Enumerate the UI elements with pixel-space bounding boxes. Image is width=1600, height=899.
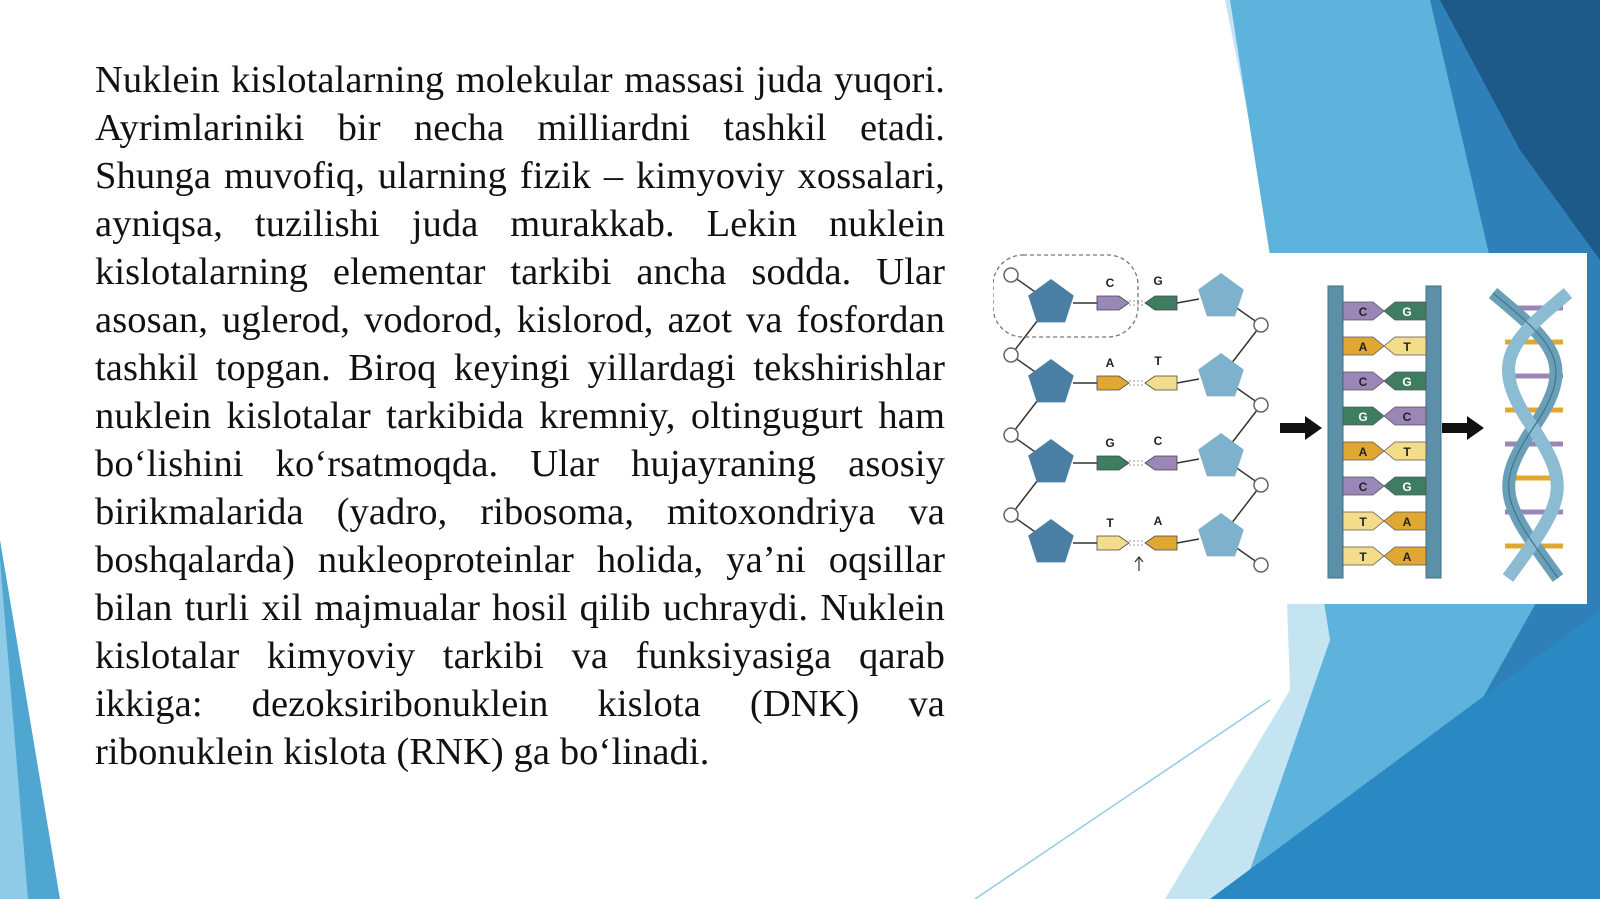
base-label-right: C bbox=[1153, 434, 1163, 448]
body-paragraph: Nuklein kislotalarning molekular massasi juda yuqori. Ayrimlariniki bir necha milliardni tashkil etadi. Shunga muvofiq, ularning fizik – kimyoviy xossalari, ayniqsa, tuzilishi juda murakkab. Lekin nuklein kislotalarning elementar tarkibi ancha sodda. Ular asosan, uglerod, vodorod, kislorod, azot va fosfordan tashkil topgan. Biroq keyingi yillardagi tekshirishlar nuklein kislotalar tarkibida kremniy, oltingugurt ham bo‘lishini ko‘rsatmoqda. Ular hujayraning asosiy birikmalarida (yadro, ribosoma, mitoxondriya va boshqalarda) nukleoproteinlar holida, ya’ni oqsillar bilan turli xil majmualar hosil qilib uchraydi. Nuklein kislotalar kimyoviy tarkibi va funksiyasiga qarab ikkiga: dezoksiribonuklein kislota (DNK) va ribonuklein kislota (RNK) ga bo‘linadi. bbox=[95, 59, 945, 773]
sugar-right-icon bbox=[1198, 273, 1244, 316]
ladder-rail-right bbox=[1426, 286, 1441, 578]
ladder-label-right: C bbox=[1402, 410, 1412, 424]
dna-illustration bbox=[993, 253, 1587, 604]
bond-line bbox=[1177, 459, 1199, 463]
ladder-label-left: C bbox=[1358, 305, 1368, 319]
ladder-label-left: A bbox=[1358, 445, 1368, 459]
phosphate-icon bbox=[1254, 398, 1268, 412]
phosphate-icon bbox=[1004, 508, 1018, 522]
ladder-label-right: A bbox=[1402, 515, 1412, 529]
bond-line bbox=[1177, 379, 1199, 383]
phosphate-icon bbox=[1004, 348, 1018, 362]
sugar-left-icon bbox=[1028, 359, 1074, 402]
base-label-right: T bbox=[1154, 354, 1162, 368]
phosphate-icon bbox=[1004, 428, 1018, 442]
ladder-label-left: C bbox=[1358, 480, 1368, 494]
base-label-left: A bbox=[1105, 356, 1115, 370]
ladder-label-left: A bbox=[1358, 340, 1368, 354]
ladder-label-left: T bbox=[1359, 515, 1367, 529]
base-label-right: A bbox=[1153, 514, 1163, 528]
base-right-G bbox=[1145, 296, 1177, 310]
arrow-right-icon bbox=[1442, 416, 1484, 440]
ladder-label-right: G bbox=[1402, 305, 1412, 319]
base-label-left: G bbox=[1105, 436, 1115, 450]
sugar-right-icon bbox=[1198, 433, 1244, 476]
sugar-right-icon bbox=[1198, 353, 1244, 396]
phosphate-icon bbox=[1004, 268, 1018, 282]
ladder-label-right: G bbox=[1402, 375, 1412, 389]
base-left-A bbox=[1097, 376, 1129, 390]
sugar-left-icon bbox=[1028, 519, 1074, 562]
arrow-right-icon bbox=[1280, 416, 1322, 440]
ladder-label-left: T bbox=[1359, 550, 1367, 564]
ladder-rail-left bbox=[1328, 286, 1343, 578]
base-left-C bbox=[1097, 296, 1129, 310]
pointer-arrow-icon bbox=[1135, 557, 1143, 571]
ladder-label-left: G bbox=[1358, 410, 1368, 424]
ladder-label-right: T bbox=[1403, 445, 1411, 459]
base-label-left: C bbox=[1105, 276, 1115, 290]
base-left-G bbox=[1097, 456, 1129, 470]
base-right-A bbox=[1145, 536, 1177, 550]
base-left-T bbox=[1097, 536, 1129, 550]
base-right-T bbox=[1145, 376, 1177, 390]
bond-line bbox=[1177, 539, 1199, 543]
sugar-left-icon bbox=[1028, 279, 1074, 322]
ladder-label-right: G bbox=[1402, 480, 1412, 494]
dna-figure bbox=[993, 253, 1587, 604]
base-label-right: G bbox=[1153, 274, 1163, 288]
phosphate-icon bbox=[1254, 478, 1268, 492]
ladder-label-right: A bbox=[1402, 550, 1412, 564]
base-right-C bbox=[1145, 456, 1177, 470]
phosphate-icon bbox=[1254, 318, 1268, 332]
sugar-right-icon bbox=[1198, 513, 1244, 556]
ladder-label-left: C bbox=[1358, 375, 1368, 389]
base-label-left: T bbox=[1106, 516, 1114, 530]
bond-line bbox=[1177, 299, 1199, 303]
sugar-left-icon bbox=[1028, 439, 1074, 482]
phosphate-icon bbox=[1254, 558, 1268, 572]
ladder-label-right: T bbox=[1403, 340, 1411, 354]
